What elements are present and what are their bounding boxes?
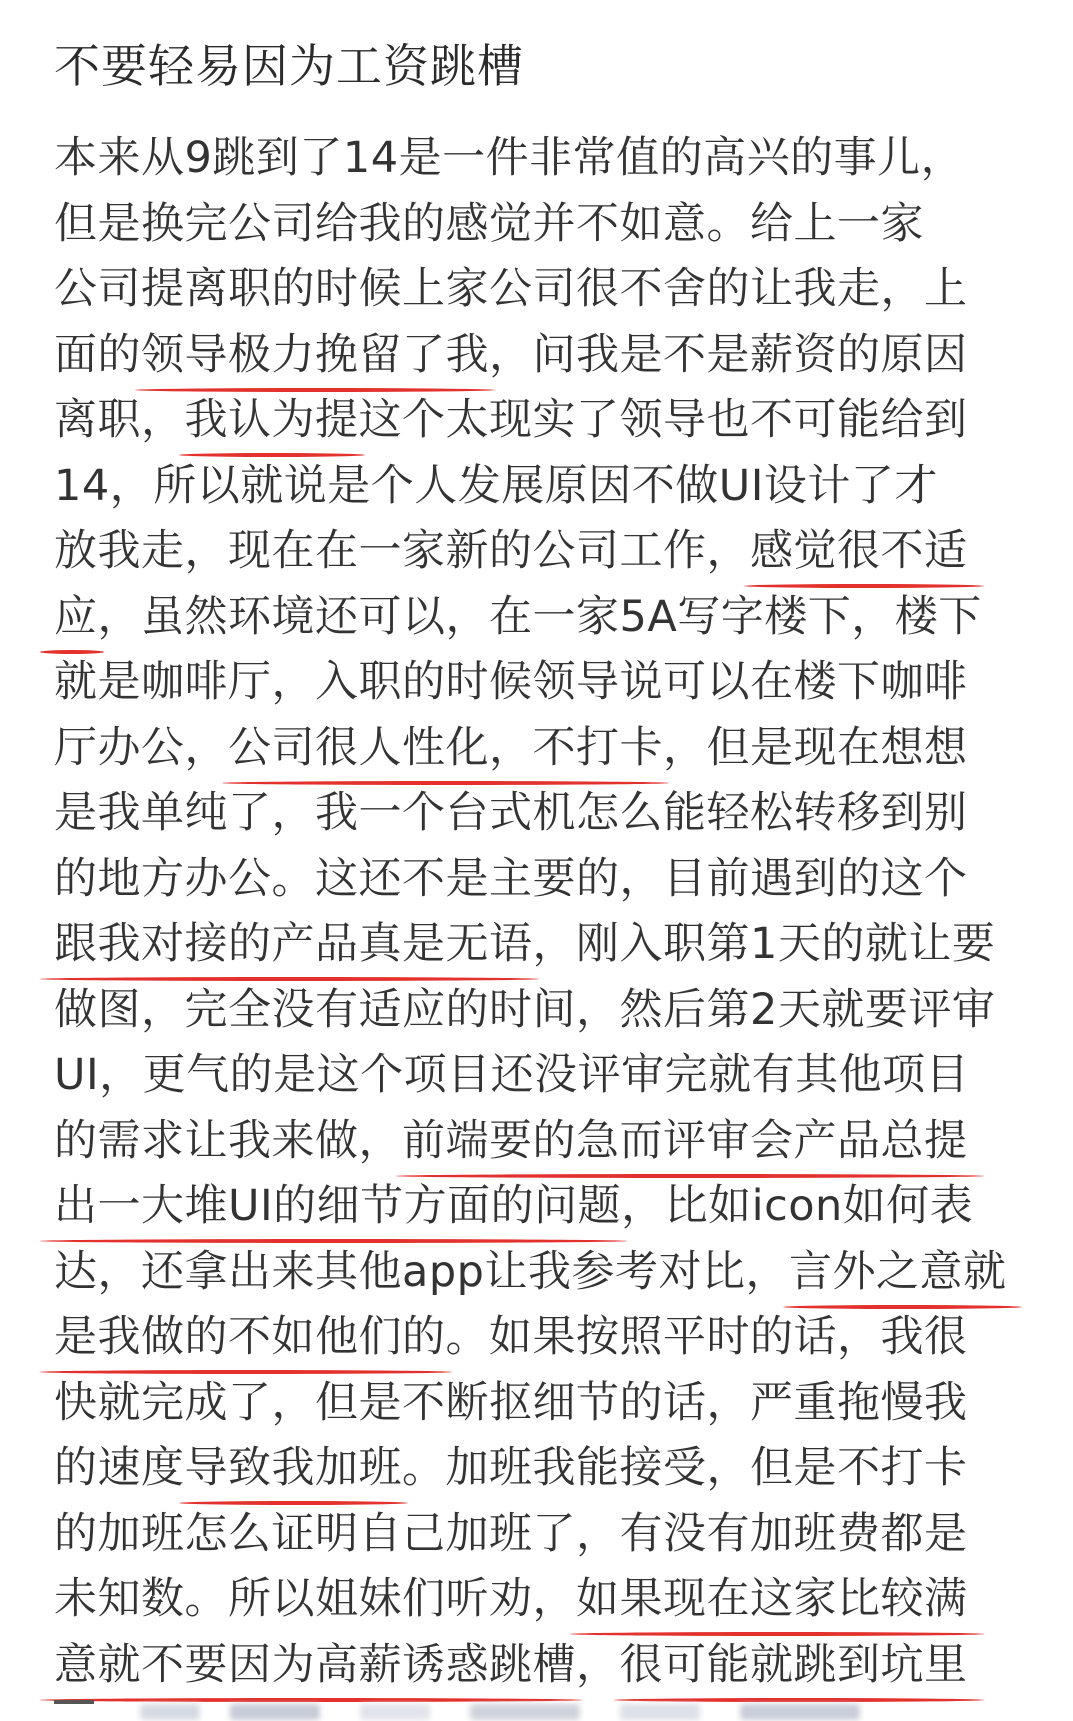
text-segment: 。加班我能接受，但是不打卡	[402, 1443, 968, 1493]
text-segment: 面的	[54, 329, 141, 380]
text-line	[54, 912, 1054, 978]
text-segment: ，比如icon如何表	[621, 1181, 974, 1231]
text-segment: 快就完成了，但是不断抠细节的话，严重拖慢我	[54, 1377, 968, 1428]
underlined-text: 我认为提	[184, 395, 359, 445]
text-segment: ，但是现在想想	[663, 722, 968, 773]
underlined-text: 言外之意就	[788, 1246, 1007, 1297]
text-segment: 离职，	[54, 395, 185, 445]
underlined-text: 感觉很不适	[750, 526, 968, 576]
post-body	[54, 126, 1054, 1698]
text-segment: 达，还拿出来其他app让我参考对比，	[54, 1246, 789, 1297]
text-segment: ，虽然环境还可以，在一家5A写字楼下，楼下	[97, 591, 982, 642]
text-segment: 这个太现实了领导也不可能给到	[358, 395, 968, 445]
text-line	[54, 585, 1054, 651]
text-segment: 但是换完公司给我的感觉并不如意。给上一家	[54, 198, 924, 249]
underlined-text: 很可能就跳到坑里	[619, 1639, 968, 1690]
blurred-fragment	[620, 1704, 700, 1720]
blurred-fragment	[230, 1704, 320, 1720]
text-segment: 。如果按照平时的话，我很	[445, 1312, 968, 1362]
underlined-text: 如果现在这家比较满	[576, 1574, 968, 1624]
text-segment: 14，所以就说是个人发展原因不做UI设计了才	[54, 460, 938, 511]
text-line	[54, 519, 1054, 585]
text-line	[54, 716, 1054, 782]
text-line	[54, 323, 1054, 389]
text-line	[54, 388, 1054, 454]
text-line	[54, 1174, 1054, 1240]
text-segment: 的需求让我来做，	[54, 1115, 402, 1166]
text-segment: UI，更气的是这个项目还没评审完就有其他项目	[54, 1050, 970, 1100]
text-line	[54, 650, 1054, 716]
text-line	[54, 1371, 1054, 1437]
text-line	[54, 192, 1054, 258]
text-line	[54, 781, 1054, 847]
underlined-text: 公司很人性化，不打卡	[228, 722, 663, 773]
text-line	[54, 847, 1054, 913]
underlined-text: 跟我对接的产品真是无语	[54, 919, 533, 969]
underlined-text: 意就不要因为高薪诱惑跳槽	[54, 1639, 576, 1690]
text-segment: 的加班怎么证明自己加班了，有没有加班费都是	[54, 1508, 968, 1559]
text-segment: 做图，完全没有适应的时间，然后第2天就要评审	[54, 984, 996, 1035]
text-line	[54, 257, 1054, 323]
text-segment: 公司提离职的时候上家公司很不舍的让我走，上	[54, 264, 968, 314]
post-title: 不要轻易因为工资跳槽	[54, 39, 524, 93]
text-line	[54, 978, 1054, 1044]
text-line	[54, 126, 1054, 192]
text-line	[54, 1436, 1054, 1502]
blurred-fragment	[740, 1704, 860, 1720]
text-segment: ，刚入职第1天的就让要	[532, 919, 996, 969]
text-segment: ，问我是不是薪资的原因	[489, 329, 968, 380]
text-segment: 放我走，现在在一家新的公司工作，	[54, 526, 750, 576]
underlined-text: 应	[54, 591, 98, 642]
underlined-text: 领导极力挽留了我	[141, 329, 489, 380]
text-segment: 本来从9跳到了14是一件非常值的高兴的事儿，	[54, 133, 965, 183]
text-line	[54, 1043, 1054, 1109]
blurred-fragment	[360, 1704, 430, 1720]
text-segment: ，	[576, 1639, 620, 1690]
text-line	[54, 1305, 1054, 1371]
text-segment: 未知数。所以姐妹们听劝，	[54, 1574, 576, 1624]
blurred-fragment	[140, 1704, 200, 1720]
cut-off-character	[54, 1700, 94, 1721]
text-segment: 的地方办公。这还不是主要的，目前遇到的这个	[54, 853, 968, 904]
text-line	[54, 1567, 1054, 1633]
underlined-text: 出一大堆UI的细节方面的问题	[54, 1181, 622, 1231]
text-line	[54, 1502, 1054, 1568]
blurred-footer	[0, 1700, 1073, 1721]
text-segment: 是我单纯了，我一个台式机怎么能轻松转移到别	[54, 788, 968, 838]
underlined-text: 是我做的不如他们的	[54, 1312, 446, 1362]
text-line	[54, 454, 1054, 520]
text-line	[54, 1109, 1054, 1175]
text-segment: 的速度	[54, 1443, 185, 1493]
text-line	[54, 1240, 1054, 1306]
underlined-text: 前端要的急而评审会产品总提	[402, 1115, 968, 1166]
blurred-fragment	[470, 1704, 580, 1720]
text-segment: 厅办公，	[54, 722, 228, 773]
text-segment: 就是咖啡厅，入职的时候领导说可以在楼下咖啡	[54, 657, 968, 707]
underlined-text: 导致我加班	[184, 1443, 402, 1493]
text-line	[54, 1633, 1054, 1699]
